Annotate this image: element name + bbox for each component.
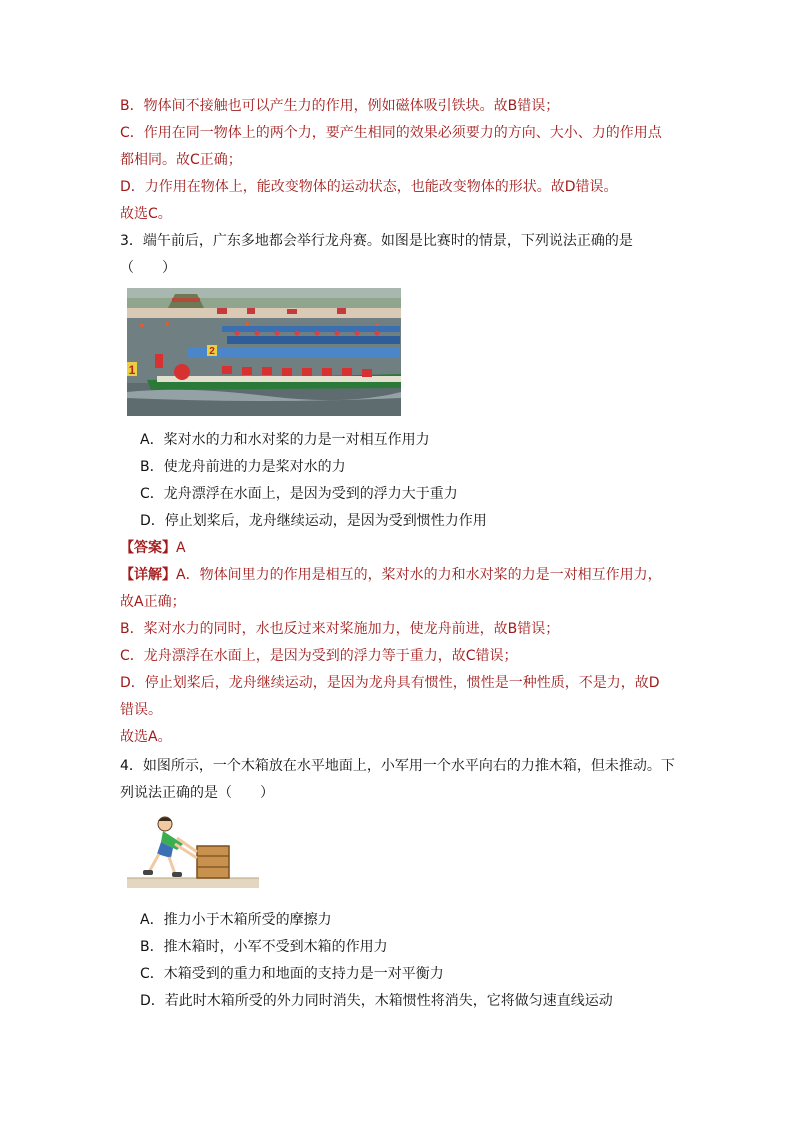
boy-pushing-box-figure <box>127 812 259 888</box>
boat-number-2: 2 <box>209 346 215 357</box>
question-4-stem: 列说法正确的是（ ） <box>120 785 274 801</box>
text-line: C．作用在同一物体上的两个力，要产生相同的效果必须要力的方向、大小、力的作用点 <box>120 125 662 141</box>
text-line: B．物体间不接触也可以产生力的作用，例如磁体吸引铁块。故B错误； <box>120 98 560 114</box>
detail-tag: 【详解】 <box>120 567 176 583</box>
answer-value: A <box>176 540 186 556</box>
option-c: C．木箱受到的重力和地面的支持力是一对平衡力 <box>140 966 444 982</box>
option-d: D．停止划桨后，龙舟继续运动，是因为受到惯性力作用 <box>140 513 487 529</box>
option-c: C．龙舟漂浮在水面上，是因为受到的浮力大于重力 <box>140 486 458 502</box>
detail-line: 错误。 <box>120 702 162 718</box>
detail-line: D．停止划桨后，龙舟继续运动，是因为龙舟具有惯性，惯性是一种性质，不是力，故D <box>120 675 660 691</box>
text-line: 都相同。故C正确； <box>120 152 242 168</box>
answer-tag: 【答案】 <box>120 540 176 556</box>
detail-text: A．物体间里力的作用是相互的，桨对水的力和水对桨的力是一对相互作用力， <box>176 567 662 583</box>
answer-line <box>120 538 186 558</box>
option-b: B．使龙舟前进的力是桨对水的力 <box>140 459 346 475</box>
option-a: A．推力小于木箱所受的摩擦力 <box>140 912 332 928</box>
detail-line: 故选A。 <box>120 729 172 745</box>
option-a: A．桨对水的力和水对桨的力是一对相互作用力 <box>140 432 430 448</box>
question-3-paren: （ ） <box>120 260 176 276</box>
detail-line: 故A正确； <box>120 594 186 610</box>
detail-line: B．桨对水力的同时，水也反过来对桨施加力，使龙舟前进，故B错误； <box>120 621 560 637</box>
detail-line <box>120 565 662 585</box>
text-line: 故选C。 <box>120 206 172 222</box>
question-4-stem: 4．如图所示，一个木箱放在水平地面上，小军用一个水平向右的力推木箱，但未推动。下 <box>120 758 675 774</box>
text-line: D．力作用在物体上，能改变物体的运动状态，也能改变物体的形状。故D错误。 <box>120 179 618 195</box>
detail-line: C．龙舟漂浮在水面上，是因为受到的浮力等于重力，故C错误； <box>120 648 518 664</box>
option-b: B．推木箱时，小军不受到木箱的作用力 <box>140 939 388 955</box>
option-d: D．若此时木箱所受的外力同时消失，木箱惯性将消失，它将做匀速直线运动 <box>140 993 613 1009</box>
boat-number-1: 1 <box>128 363 136 377</box>
question-3-stem: 3．端午前后，广东多地都会举行龙舟赛。如图是比赛时的情景，下列说法正确的是 <box>120 233 633 249</box>
dragon-boat-photo <box>127 288 401 416</box>
